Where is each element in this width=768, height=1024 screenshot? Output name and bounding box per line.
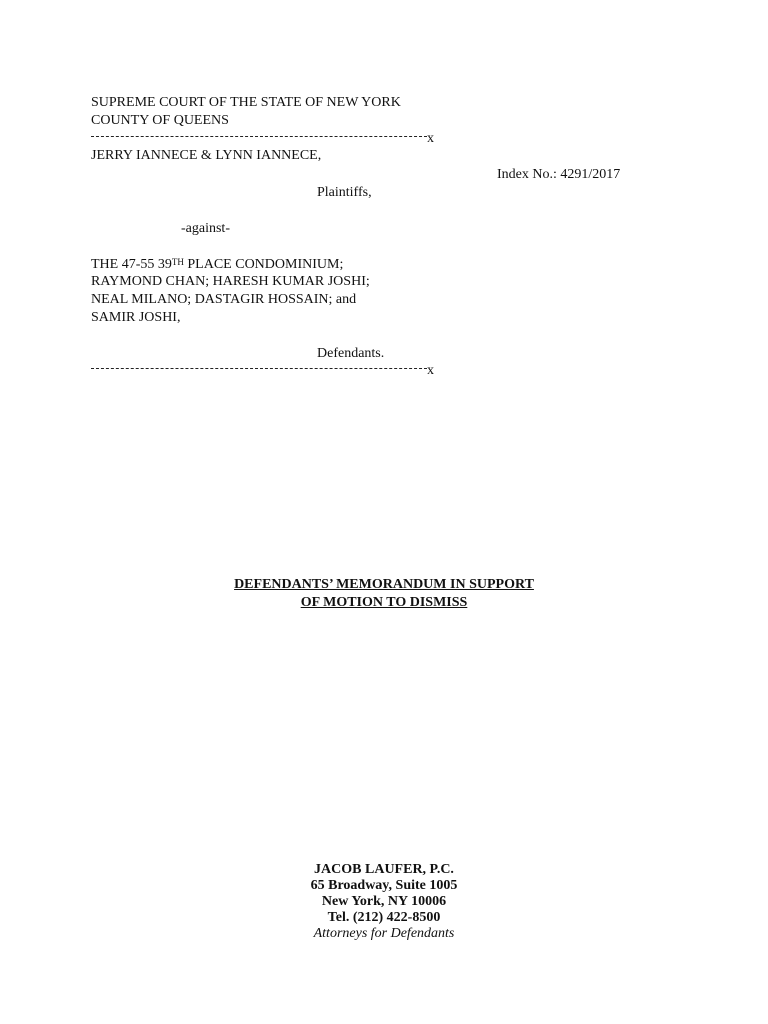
document-title-line-1: DEFENDANTS’ MEMORANDUM IN SUPPORT — [234, 577, 534, 592]
attorney-firm: JACOB LAUFER, P.C. — [314, 862, 454, 877]
attorney-address-2: New York, NY 10006 — [321, 894, 447, 909]
plaintiffs-label: Plaintiffs, — [317, 185, 372, 200]
index-number: Index No.: 4291/2017 — [497, 167, 621, 182]
defendant-line-4: SAMIR JOSHI, — [91, 310, 181, 325]
attorney-role: Attorneys for Defendants — [313, 926, 455, 941]
document-title-line-2: OF MOTION TO DISMISS — [300, 595, 468, 610]
defendant-line-2: RAYMOND CHAN; HARESH KUMAR JOSHI; — [91, 274, 370, 289]
caption-divider-top: x — [91, 130, 436, 148]
against-label: -against- — [181, 221, 230, 236]
county-name: COUNTY OF QUEENS — [91, 113, 229, 128]
court-name: SUPREME COURT OF THE STATE OF NEW YORK — [91, 95, 401, 110]
defendant-line-1: THE 47-55 39TH PLACE CONDOMINIUM; — [91, 257, 344, 272]
caption-divider-bottom: x — [91, 362, 436, 380]
attorney-phone: Tel. (212) 422-8500 — [327, 910, 441, 925]
attorney-address-1: 65 Broadway, Suite 1005 — [310, 878, 458, 893]
plaintiffs-names: JERRY IANNECE & LYNN IANNECE, — [91, 148, 322, 163]
defendants-label: Defendants. — [317, 346, 385, 361]
defendant-line-3: NEAL MILANO; DASTAGIR HOSSAIN; and — [91, 292, 357, 307]
